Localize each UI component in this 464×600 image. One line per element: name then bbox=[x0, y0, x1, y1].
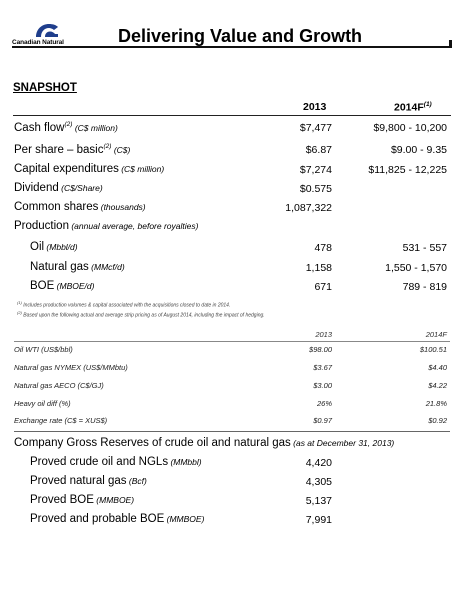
reserves-label-text: Proved BOE bbox=[30, 494, 94, 506]
value-2013: $7,274 bbox=[299, 164, 332, 176]
pricing-bottom-divider bbox=[14, 431, 450, 432]
row-label bbox=[30, 280, 94, 292]
row-unit: (C$) bbox=[111, 144, 131, 155]
table-row bbox=[0, 220, 464, 238]
pricing-header-2013: 2013 bbox=[315, 330, 332, 339]
snapshot-title: SNAPSHOT bbox=[13, 82, 77, 94]
reserves-unit: (MMBOE) bbox=[93, 495, 135, 505]
pricing-value-2014f: $4.22 bbox=[428, 381, 447, 390]
reserves-value: 4,305 bbox=[305, 476, 332, 488]
pricing-label: Oil WTI (US$/bbl) bbox=[14, 345, 73, 354]
column-header-2014f: $2014F^{(1)}$ bbox=[394, 101, 432, 114]
pricing-value-2014f: $100.51 bbox=[419, 345, 447, 354]
page-title: Delivering Value and Growth bbox=[118, 26, 363, 46]
row-label bbox=[14, 121, 118, 134]
pricing-value-2014f: $0.92 bbox=[428, 416, 447, 425]
header-divider bbox=[12, 46, 452, 48]
row-label-text: Natural gas bbox=[30, 261, 89, 273]
logo-mark-icon bbox=[34, 22, 60, 38]
value-2014f: $9,800 - 10,200 bbox=[373, 122, 447, 134]
row-label bbox=[30, 241, 78, 253]
value-2014f: 531 - 557 bbox=[402, 242, 447, 254]
row-unit: (C$ million) bbox=[72, 122, 118, 133]
pricing-label: Heavy oil diff (%) bbox=[14, 399, 71, 408]
reserves-row bbox=[0, 456, 464, 474]
pricing-row bbox=[0, 416, 464, 428]
pricing-header-divider bbox=[14, 341, 450, 342]
reserves-row bbox=[0, 513, 464, 531]
reserves-unit: (Bcf) bbox=[126, 476, 147, 486]
footnote-2: $^{(2)}$ Based upon the following actual and average strip pricing as of August 2014, including the impact of hedging. bbox=[17, 310, 265, 319]
row-unit: (annual average, before royalties) bbox=[68, 221, 199, 231]
table-row bbox=[0, 182, 464, 200]
value-2013: $7,477 bbox=[299, 122, 332, 134]
row-label bbox=[30, 261, 125, 273]
pricing-label: Natural gas NYMEX (US$/MMbtu) bbox=[14, 363, 128, 372]
pricing-value-2013: $3.00 bbox=[313, 381, 332, 390]
logo-text: Canadian Natural bbox=[12, 39, 64, 46]
row-label-text: Oil bbox=[30, 241, 45, 253]
pricing-row bbox=[0, 345, 464, 357]
reserves-value: 7,991 bbox=[305, 514, 332, 526]
pricing-header-2014f: 2014F bbox=[425, 330, 447, 339]
pricing-row bbox=[0, 381, 464, 393]
column-header-divider bbox=[13, 115, 451, 116]
row-label-text: Per share – basic bbox=[14, 143, 104, 156]
row-footnote-ref: (2) bbox=[103, 143, 112, 150]
reserves-label-text: Proved crude oil and NGLs bbox=[30, 456, 169, 468]
pricing-label: Natural gas AECO (C$/GJ) bbox=[14, 381, 104, 390]
row-footnote-ref: (2) bbox=[64, 121, 73, 128]
table-row bbox=[0, 121, 464, 139]
reserves-label bbox=[30, 494, 134, 506]
pricing-label: Exchange rate (C$ = XUS$) bbox=[14, 416, 108, 425]
reserves-title: Company Gross Reserves of crude oil and natural gas (as at December 31, 2013) bbox=[14, 437, 395, 449]
value-2014f: 1,550 - 1,570 bbox=[385, 262, 447, 274]
header-divider-tick bbox=[449, 40, 452, 48]
value-2014f: 789 - 819 bbox=[402, 281, 447, 293]
pricing-value-2014f: 21.8% bbox=[425, 399, 447, 408]
pricing-value-2014f: $4.40 bbox=[428, 363, 447, 372]
value-2013: 1,158 bbox=[305, 262, 332, 274]
pricing-value-2013: $98.00 bbox=[309, 345, 332, 354]
row-label-text: Dividend bbox=[14, 182, 59, 194]
reserves-label bbox=[30, 456, 202, 468]
reserves-label bbox=[30, 513, 204, 525]
value-2013: $0.575 bbox=[299, 183, 332, 195]
row-label bbox=[14, 220, 198, 232]
row-label-text: Production bbox=[14, 220, 69, 232]
value-2013: $6.87 bbox=[305, 144, 332, 156]
pricing-value-2013: $0.97 bbox=[313, 416, 332, 425]
row-unit: (MMcf/d) bbox=[88, 262, 125, 272]
pricing-row bbox=[0, 399, 464, 411]
row-unit: (MBOE/d) bbox=[54, 281, 95, 291]
row-label bbox=[14, 201, 146, 213]
table-row bbox=[0, 261, 464, 279]
row-label-text: Capital expenditures bbox=[14, 163, 119, 175]
row-label-text: Cash flow bbox=[14, 121, 65, 134]
row-unit: (C$ million) bbox=[118, 164, 165, 174]
row-unit: (C$/Share) bbox=[58, 183, 103, 193]
table-row bbox=[0, 143, 464, 161]
value-2014f: $9.00 - 9.35 bbox=[390, 144, 447, 156]
reserves-label bbox=[30, 475, 147, 487]
table-row bbox=[0, 201, 464, 219]
table-row bbox=[0, 280, 464, 298]
row-label bbox=[14, 163, 164, 175]
reserves-row bbox=[0, 475, 464, 493]
pricing-row bbox=[0, 363, 464, 375]
reserves-row bbox=[0, 494, 464, 512]
row-label-text: Common shares bbox=[14, 201, 99, 213]
value-2013: 1,087,322 bbox=[285, 202, 332, 214]
row-label bbox=[14, 143, 130, 156]
value-2014f: $11,825 - 12,225 bbox=[368, 164, 447, 176]
reserves-label-text: Proved natural gas bbox=[30, 475, 127, 487]
pricing-value-2013: 26% bbox=[316, 399, 332, 408]
row-unit: (Mbbl/d) bbox=[44, 242, 78, 252]
row-unit: (thousands) bbox=[98, 202, 146, 212]
pricing-value-2013: $3.67 bbox=[313, 363, 332, 372]
reserves-unit: (MMbbl) bbox=[168, 457, 202, 467]
table-row bbox=[0, 163, 464, 181]
value-2013: 671 bbox=[314, 281, 332, 293]
reserves-value: 5,137 bbox=[305, 495, 332, 507]
table-row bbox=[0, 241, 464, 259]
footnote-1: $^{(1)}$ Includes production volumes & capital associated with the acquisitions closed to date in 2014. bbox=[17, 300, 231, 309]
value-2013: 478 bbox=[314, 242, 332, 254]
reserves-unit: (MMBOE) bbox=[164, 514, 205, 524]
column-header-2013: 2013 bbox=[303, 101, 327, 113]
row-label bbox=[14, 182, 103, 194]
reserves-label-text: Proved and probable BOE bbox=[30, 513, 165, 525]
row-label-text: BOE bbox=[30, 280, 55, 292]
reserves-value: 4,420 bbox=[305, 457, 332, 469]
